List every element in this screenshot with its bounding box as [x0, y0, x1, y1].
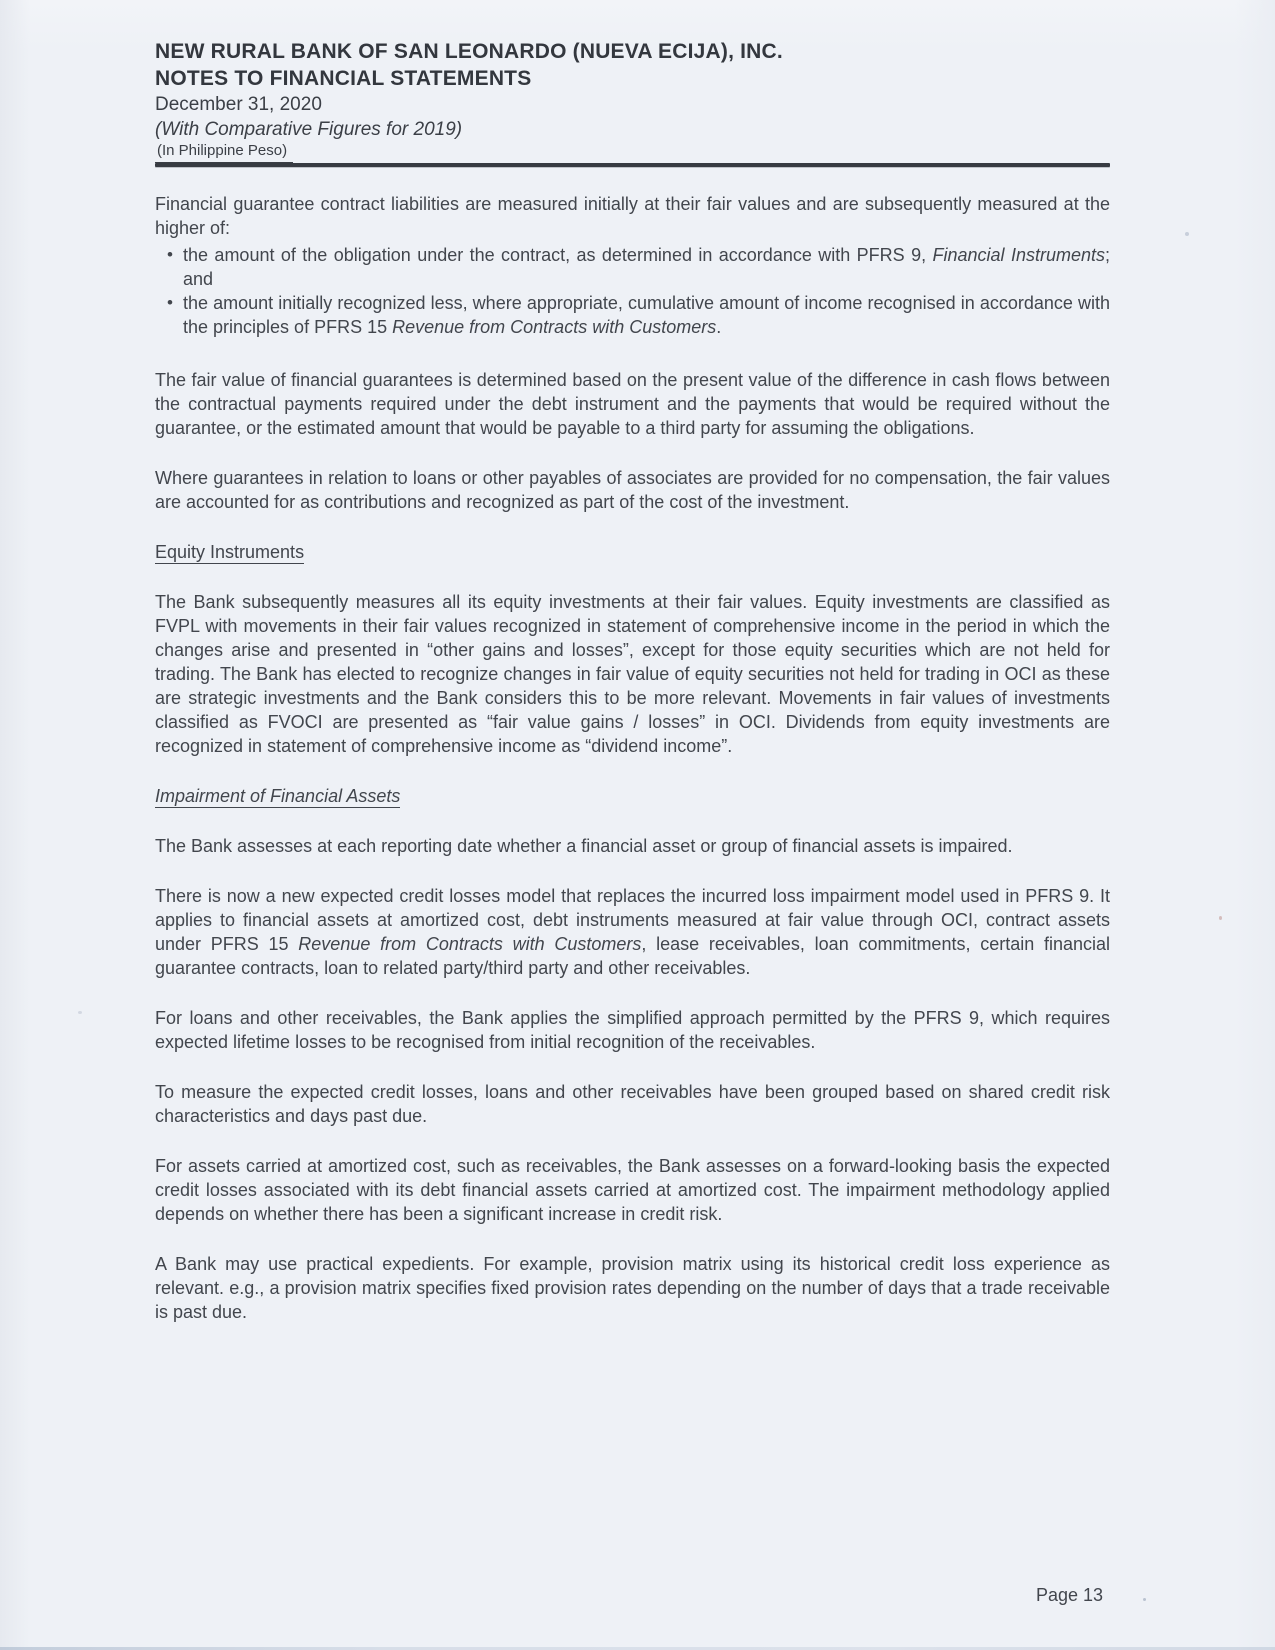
paragraph-ecl-model: There is now a new expected credit losses model that replaces the incurred loss impairment model used in PFRS 9. It applies to financial assets at amortized cost, debt instruments measured at fair value through OCI, contract assets under PFRS 15 Revenue from Contracts with Customers, lease receivables, loan commitments, certain financial guarantee contracts, loan to related party/third party and other receivables. [155, 885, 1111, 978]
header-rule [155, 163, 1110, 167]
paragraph-simplified-approach: For loans and other receivables, the Bank applies the simplified approach permitted by the PFRS 9, which requires expected lifetime losses to be recognised from initial recognition of the receivables. [155, 1007, 1110, 1052]
section-heading-impairment: Impairment of Financial Assets [155, 785, 401, 806]
page-footer [1036, 1585, 1103, 1606]
document-header [155, 38, 1110, 167]
bullet-item-income: • the amount initially recognized less, where appropriate, cumulative amount of income recognised in accordance with the principles of PFRS 15 Revenue from Contracts with Customers. [183, 291, 1110, 339]
scan-speck [1219, 916, 1222, 920]
paragraph-forward-looking: For assets carried at amortized cost, such as receivables, the Bank assesses on a forward-looking basis the expected credit losses associated with its debt financial assets carried at amortized cost. The impairment methodology applied depends on whether there has been a significant increase in credit risk. [155, 1155, 1110, 1224]
notes-body [155, 192, 1110, 1324]
page-number: Page 13 [1035, 1585, 1103, 1605]
scan-speck [1185, 232, 1189, 236]
paragraph-equity-measurement: The Bank subsequently measures all its equity investments at their fair values. Equity investments are classified as FVPL with movements in their fair values recognized in statement of comprehensive income in the period in which the changes arise and presented in “other gains and losses”, except for those equity securities which are not held for trading. The Bank has elected to recognize changes in fair value of equity securities not held for trading in OCI as these are strategic investments and the Bank considers this to be more relevant. Movements in fair values of investments classified as FVOCI are presented as “fair value gains / losses” in OCI. Dividends from equity investments are recognized in statement of comprehensive income as “dividend income”. [155, 591, 1110, 756]
scan-speck [1143, 1598, 1146, 1601]
paragraph-practical-expedients: A Bank may use practical expedients. For example, provision matrix using its historical credit loss experience as relevant. e.g., a provision matrix specifies fixed provision rates depending on the number of days that a trade receivable is past due. [155, 1253, 1110, 1322]
bullet-item-obligation: • the amount of the obligation under the contract, as determined in accordance with PFRS 9, Financial Instruments; and [183, 243, 1110, 291]
scan-speck [78, 1011, 82, 1014]
document-content [155, 38, 1110, 1324]
document-title: NOTES TO FINANCIAL STATEMENTS [155, 67, 532, 90]
bullet-list [155, 243, 1110, 339]
bank-name: NEW RURAL BANK OF SAN LEONARDO (NUEVA ECIJA), INC. [155, 40, 783, 63]
currency-note: (In Philippine Peso) [155, 142, 1110, 163]
paragraph-no-compensation: Where guarantees in relation to loans or other payables of associates are provided for no compensation, the fair values are accounted for as contributions and recognized as part of the cost of the investment. [155, 467, 1110, 512]
paragraph-guarantee-intro: Financial guarantee contract liabilities are measured initially at their fair values and are subsequently measured at the higher of: [155, 193, 1110, 238]
paragraph-fair-value: The fair value of financial guarantees is determined based on the present value of the difference in cash flows between the contractual payments required under the debt instrument and the payments that would be required without the guarantee, or the estimated amount that would be payable to a third party for assuming the obligations. [155, 369, 1110, 438]
paragraph-measure-ecl: To measure the expected credit losses, loans and other receivables have been grouped based on shared credit risk characteristics and days past due. [155, 1081, 1110, 1126]
paragraph-impairment-assessment: The Bank assesses at each reporting date whether a financial asset or group of financial assets is impaired. [155, 835, 1013, 856]
section-heading-equity-instruments: Equity Instruments [155, 541, 305, 562]
comparative-note: (With Comparative Figures for 2019) [155, 119, 463, 140]
statement-date: December 31, 2020 [155, 94, 322, 115]
